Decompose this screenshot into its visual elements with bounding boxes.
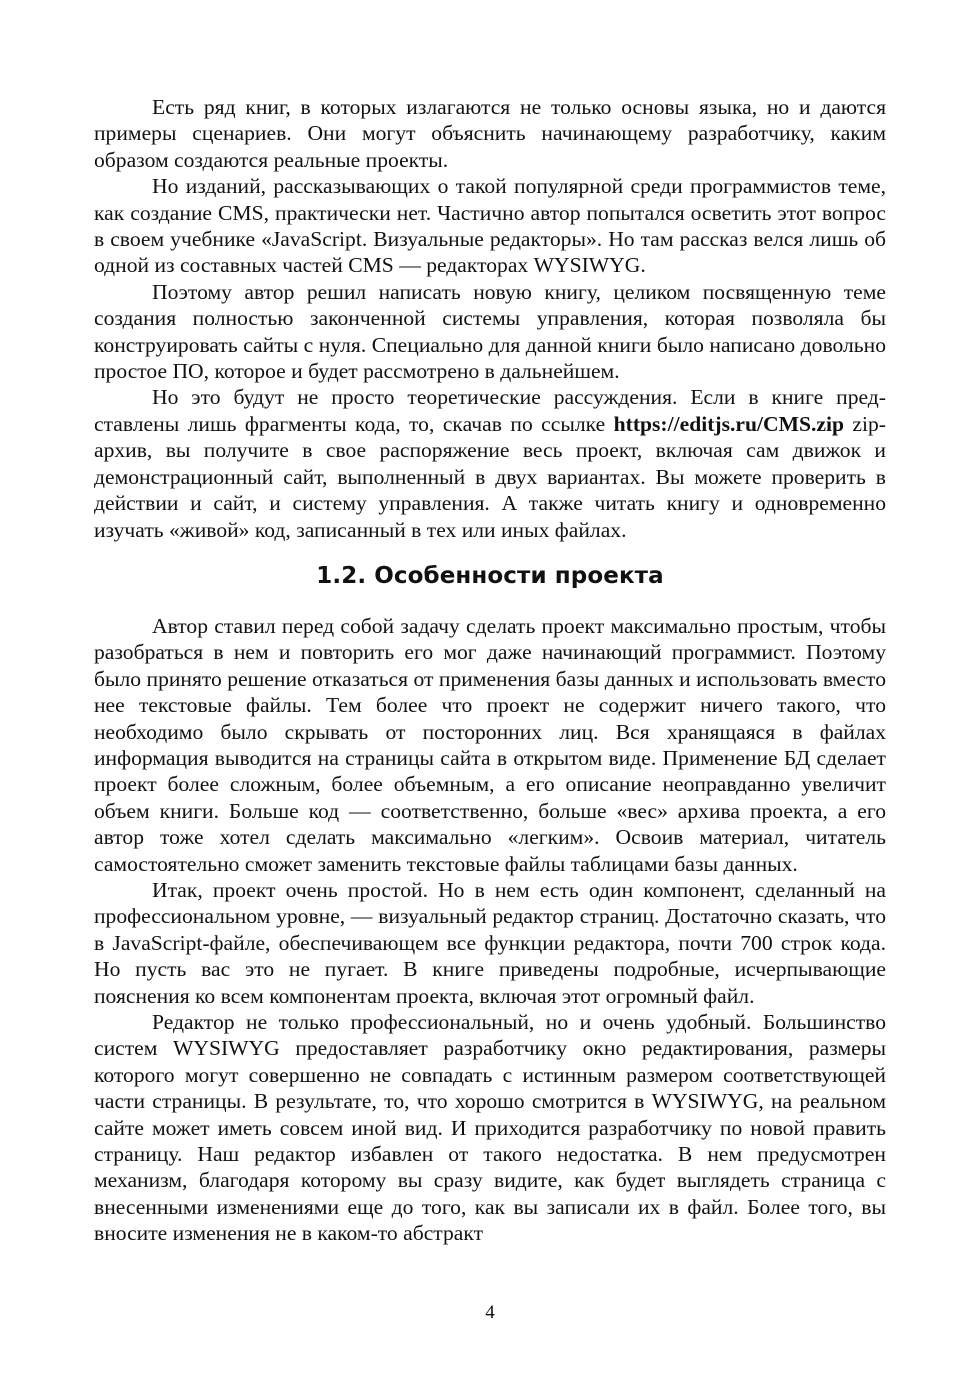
section-paragraph-3: Редактор не только профессиональный, но и очень удобный. Большинство систем WYSIWYG предоставляет разработчику окно редактирования, размеры которого могут совершенно не совпадать с истинным размером соответствующей части страницы. В результате, то, что хорошо смотрится в WYSIWYG, на реальном сайте может иметь совсем иной вид. И приходится разработчику по новой править страницу. Наш редактор избавлен от такого недостатка. В нем предусмотрен механизм, благодаря которому вы сразу видите, как будет выглядеть страница с внесенными изменениями еще до того, как вы записали их в файл. Более того, вы вносите изменения не в каком-то абстракт — [94, 1010, 886, 1246]
intro-paragraph-4-start: Но это будут не просто теоретические рассуждения. Если в книге представлены лишь фрагменты кода, то, скачав по ссылке — [94, 385, 886, 436]
intro-paragraph-2: Но изданий, рассказывающих о такой популярной среди программистов теме, как создание CMS, практически нет. Частично автор попытался осветить этот вопрос в своем учебнике «JavaScript. Визуальные редакторы». Но там рассказ велся лишь об одной из составных частей CMS — редакторах WYSIWYG. — [94, 174, 886, 278]
intro-paragraph-3: Поэтому автор решил написать новую книгу, целиком посвященную теме создания полностью законченной системы управления, которая позволяла бы конструировать сайты с нуля. Специально для данной книги было написано довольно простое ПО, которое и будет рассмотрено в дальнейшем. — [94, 279, 886, 384]
page-body — [94, 94, 886, 1247]
section-paragraph-2: Итак, проект очень простой. Но в нем есть один компонент, сделанный на профессиональном уровне, — визуальный редактор страниц. Достаточно сказать, что в JavaScript-файле, обеспечивающем все функции редактора, почти 700 строк кода. Но пусть вас это не пугает. В книге приведены подробные, исчерпывающие пояснения ко всем компонентам проекта, включая этот огромный файл. — [94, 877, 886, 1008]
page-number: 4 — [485, 1302, 495, 1323]
section-paragraph-1: Автор ставил перед собой задачу сделать проект максимально простым, чтобы разобраться в нем и повторить его мог даже начинающий программист. Поэтому было принято решение отказаться от применения базы данных и использовать вместо нее текстовые файлы. Тем более что проект не содержит ничего такого, что необходимо было скрывать от посторонних лиц. Вся хранящаяся в файлах информация выводится на страницы сайта в открытом виде. Применение БД сделает проект более сложным, более объемным, а его описание неоправданно увеличит объем книги. Больше код — соответственно, больше «вес» архива проекта, а его автор тоже хотел сделать максимально «легким». Освоив материал, читатель самостоятельно сможет заменить текстовые файлы таблицами базы данных. — [94, 613, 886, 876]
intro-paragraph-4-end: zip-архив, вы получите в свое распоряжение весь проект, включая сам движок и демонстрационный сайт, выполненный в двух вариантах. Вы можете проверить в действии и сайт, и систему управления. А также читать книгу и одновременно изучать «живой» код, записанный в тех или иных файлах. — [94, 411, 886, 542]
intro-paragraph-4 — [94, 384, 886, 542]
section-heading: 1.2. Особенности проекта — [316, 562, 664, 589]
download-link: https://editjs.ru/CMS.zip — [613, 411, 844, 436]
intro-paragraph-1: Есть ряд книг, в которых излагаются не только основы языка, но и даются примеры сценариев. Они могут объяснить начинающему разработчику, каким образом создаются реальные проекты. — [94, 95, 886, 172]
